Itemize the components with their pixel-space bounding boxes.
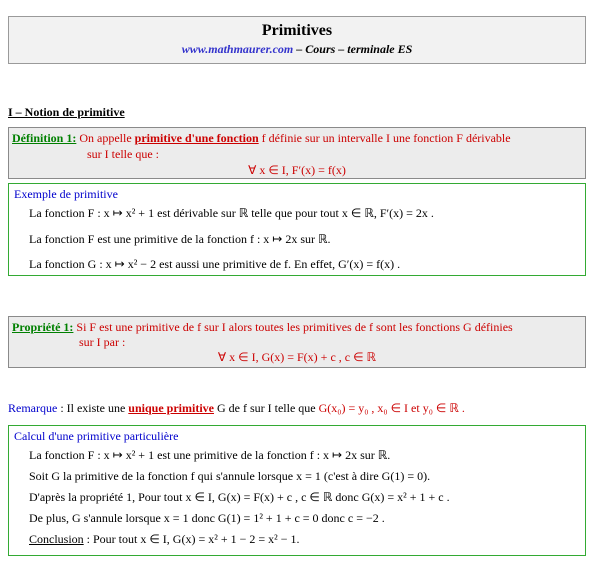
conclusion-text: : Pour tout x ∈ I, G(x) = x² + 1 − 2 = x² − 1. — [83, 532, 300, 546]
remark-text-2: G de f sur I telle que — [213, 401, 319, 415]
subtitle-separator: – — [293, 42, 306, 56]
page-header — [8, 16, 586, 64]
property-line-1 — [12, 320, 513, 335]
calculation-line-1: La fonction F : x ↦ x² + 1 est une primitive de la fonction f : x ↦ 2x sur ℝ. — [29, 448, 391, 462]
remark-formula: G(x₀) = y₀ , x₀ ∈ I et y₀ ∈ ℝ . — [318, 401, 465, 415]
example-box — [8, 183, 586, 276]
conclusion-label: Conclusion — [29, 532, 84, 546]
definition-label: Définition 1: — [12, 131, 77, 145]
property-box — [8, 316, 586, 368]
example-line-3: La fonction G : x ↦ x² − 2 est aussi une primitive de f. En effet, G′(x) = f(x) . — [29, 257, 401, 271]
page-subtitle — [9, 42, 585, 57]
example-title: Exemple de primitive — [14, 187, 118, 201]
definition-term: primitive d'une fonction — [134, 131, 259, 145]
definition-line-2: sur I telle que : — [87, 147, 159, 161]
calculation-line-3: D'après la propriété 1, Pour tout x ∈ I, G(x) = F(x) + c , c ∈ ℝ donc G(x) = x² + 1 + c . — [29, 490, 450, 504]
conclusion-line — [29, 532, 299, 547]
site-link[interactable]: www.mathmaurer.com — [181, 42, 294, 56]
remark-text: : Il existe une — [57, 401, 129, 415]
section-title: I – Notion de primitive — [8, 105, 125, 119]
property-text: Si F est une primitive de f sur I alors toutes les primitives de f sont les fonctions G définies — [73, 320, 513, 334]
definition-text: On appelle — [76, 131, 135, 145]
calculation-line-2: Soit G la primitive de la fonction f qui s'annule lorsque x = 1 (c'est à dire G(1) = 0). — [29, 469, 431, 483]
definition-formula: ∀ x ∈ I, F′(x) = f(x) — [248, 163, 346, 177]
remark-term: unique primitive — [128, 401, 214, 415]
remark-line — [8, 401, 465, 416]
example-line-2: La fonction F est une primitive de la fonction f : x ↦ 2x sur ℝ. — [29, 232, 331, 246]
property-formula: ∀ x ∈ I, G(x) = F(x) + c , c ∈ ℝ — [217, 350, 377, 364]
calculation-line-4: De plus, G s'annule lorsque x = 1 donc G(1) = 1² + 1 + c = 0 donc c = −2 . — [29, 511, 385, 525]
property-label: Propriété 1: — [12, 320, 74, 334]
calculation-title: Calcul d'une primitive particulière — [14, 429, 179, 443]
course-label: Cours – terminale ES — [305, 42, 413, 56]
example-line-1: La fonction F : x ↦ x² + 1 est dérivable sur ℝ telle que pour tout x ∈ ℝ, F′(x) = 2x . — [29, 206, 434, 220]
definition-line-1 — [12, 131, 511, 146]
definition-box — [8, 127, 586, 179]
property-line-2: sur I par : — [79, 335, 126, 349]
page-title: Primitives — [261, 22, 333, 39]
remark-label: Remarque — [8, 401, 58, 415]
definition-text-2: f définie sur un intervalle I une fonction F dérivable — [258, 131, 511, 145]
calculation-box — [8, 425, 586, 556]
